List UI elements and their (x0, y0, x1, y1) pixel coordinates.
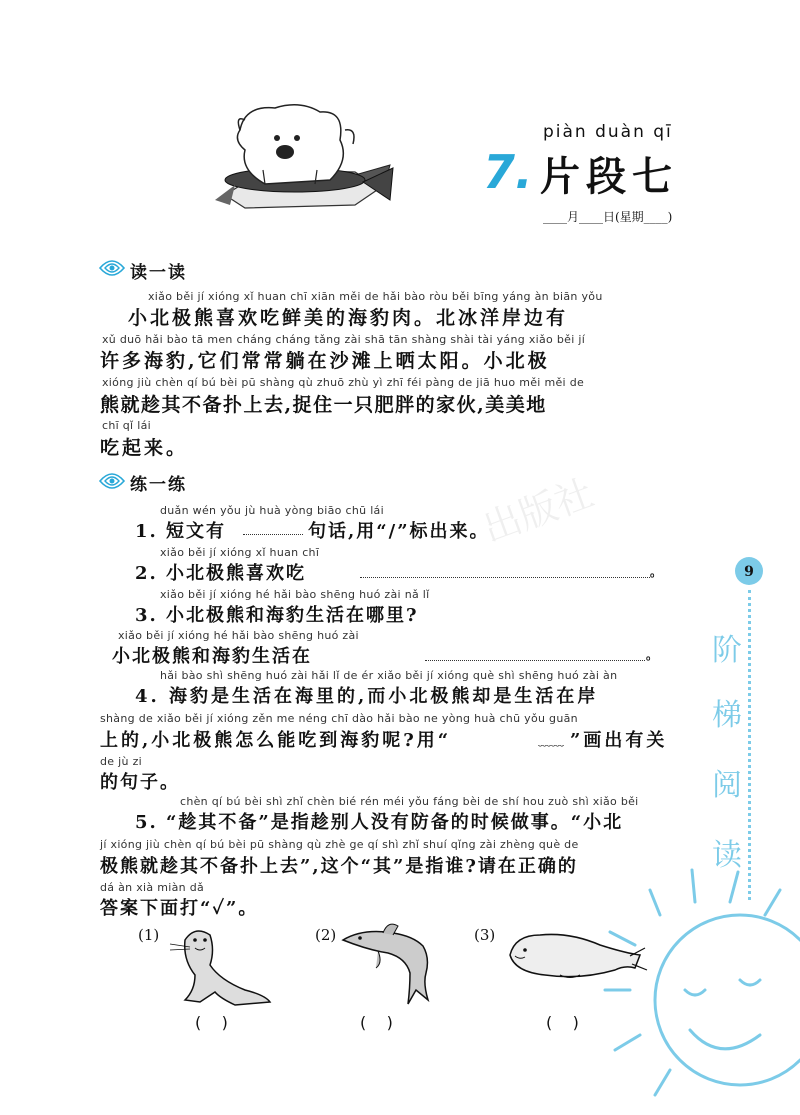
passage-line-4: 吃起来。 (100, 437, 189, 459)
page-title: 片段七 (540, 153, 678, 200)
q3-answer-blank[interactable] (425, 660, 645, 661)
dotted-line-decoration (748, 590, 751, 900)
smiling-sun-decoration (600, 860, 800, 1115)
polar-bear-illustration (205, 100, 405, 212)
q5-pinyin-1: chèn qí bú bèi shì zhǐ chèn bié rén méi yǒu fáng bèi de shí hou zuò shì xiǎo běi (180, 795, 639, 808)
q5-line-3: 答案下面打“✓”。 (100, 898, 259, 919)
practice-section-heading: 练一练 (130, 475, 187, 495)
option-3-answer[interactable]: ( ) (546, 1013, 579, 1032)
q4-pinyin-2: shàng de xiǎo běi jí xióng zěn me néng chī dào hǎi bào ne yòng huà chū yǒu guān (100, 712, 578, 725)
page-number-badge (735, 557, 763, 585)
passage-line-3: 熊就趁其不备扑上去,捉住一只肥胖的家伙,美美地 (100, 394, 547, 416)
q3-answer-pinyin: xiǎo běi jí xióng hé hǎi bào shēng huó zài (118, 629, 359, 642)
q4-pinyin-3: de jù zi (100, 755, 143, 768)
q5-pinyin-2: jí xióng jiù chèn qí bú bèi pū shàng qù zhè ge qí shì zhǐ shuí qǐng zài zhèng què de (100, 838, 579, 851)
side-label-char-2: 梯 (712, 698, 742, 733)
chapter-number: 7. (483, 145, 533, 199)
option-2-label: (2) (315, 926, 337, 944)
q5-line-2: 极熊就趁其不备扑上去”,这个“其”是指谁?请在正确的 (100, 856, 578, 877)
q4-wave-mark: ﹏﹏ (538, 734, 565, 749)
q1-text-end: 句话,用“/”标出来。 (308, 521, 490, 542)
option-2-answer[interactable]: ( ) (360, 1013, 393, 1032)
q2-end: 。 (650, 565, 665, 579)
q4-pinyin-1: hǎi bào shì shēng huó zài hǎi lǐ de ér xiǎo běi jí xióng què shì shēng huó zài àn (160, 669, 618, 682)
read-section-icon (97, 256, 127, 284)
passage-pinyin-3: xióng jiù chèn qí bú bèi pū shàng qù zhuō zhù yì zhī féi pàng de jiā huo měi měi de (102, 376, 585, 389)
watermark: 出版社 (477, 470, 600, 551)
q5-line-1: 5. “趁其不备”是指趁别人没有防备的时候做事。“小北 (135, 812, 624, 833)
q4-line-2-end: ”画出有关 (570, 730, 668, 751)
side-label-char-3: 阅 (712, 768, 742, 803)
q3-answer-text: 小北极熊和海豹生活在 (112, 646, 312, 667)
q3-end: 。 (646, 648, 661, 662)
read-section-heading: 读一读 (130, 263, 187, 283)
q2-pinyin: xiǎo běi jí xióng xǐ huan chī (160, 546, 320, 559)
q4-line-1: 4. 海豹是生活在海里的,而小北极熊却是生活在岸 (135, 686, 599, 707)
q5-pinyin-3: dá àn xià miàn dǎ (100, 881, 205, 894)
q1-text: 1. 短文有 (135, 521, 227, 542)
option-1-answer[interactable]: ( ) (195, 1013, 228, 1032)
page-number: 9 (744, 564, 754, 580)
q1-pinyin: duǎn wén yǒu jù huà yòng biāo chū lái (160, 504, 384, 517)
title-pinyin: piàn duàn qī (543, 122, 673, 142)
sea-lion-icon (165, 920, 280, 1010)
passage-pinyin-4: chī qǐ lái (102, 419, 151, 432)
q2-answer-blank[interactable] (360, 577, 650, 578)
passage-pinyin-1: xiǎo běi jí xióng xǐ huan chī xiān měi de hǎi bào ròu běi bīng yáng àn biān yǒu (148, 290, 603, 303)
q4-line-2: 上的,小北极熊怎么能吃到海豹呢?用“ (100, 730, 452, 751)
practice-section-icon (97, 469, 127, 497)
side-label-char-1: 阶 (712, 633, 742, 668)
q3-text: 3. 小北极熊和海豹生活在哪里? (135, 605, 419, 626)
passage-line-1: 小北极熊喜欢吃鲜美的海豹肉。北冰洋岸边有 (128, 307, 569, 329)
side-label-char-4: 读 (712, 838, 742, 873)
date-line: ____月____日(星期____) (543, 210, 673, 224)
q4-line-3: 的句子。 (100, 772, 180, 793)
q2-text: 2. 小北极熊喜欢吃 (135, 563, 307, 584)
q3-pinyin: xiǎo běi jí xióng hé hǎi bào shēng huó zài nǎ lǐ (160, 588, 430, 601)
dolphin-icon (338, 918, 443, 1008)
passage-line-2: 许多海豹,它们常常躺在沙滩上晒太阳。小北极 (100, 350, 550, 372)
q1-answer-blank[interactable] (243, 534, 303, 535)
passage-pinyin-2: xǔ duō hǎi bào tā men cháng cháng tǎng zài shā tān shàng shài tài yáng xiǎo běi jí (102, 333, 586, 346)
option-1-label: (1) (138, 926, 160, 944)
option-3-label: (3) (474, 926, 496, 944)
